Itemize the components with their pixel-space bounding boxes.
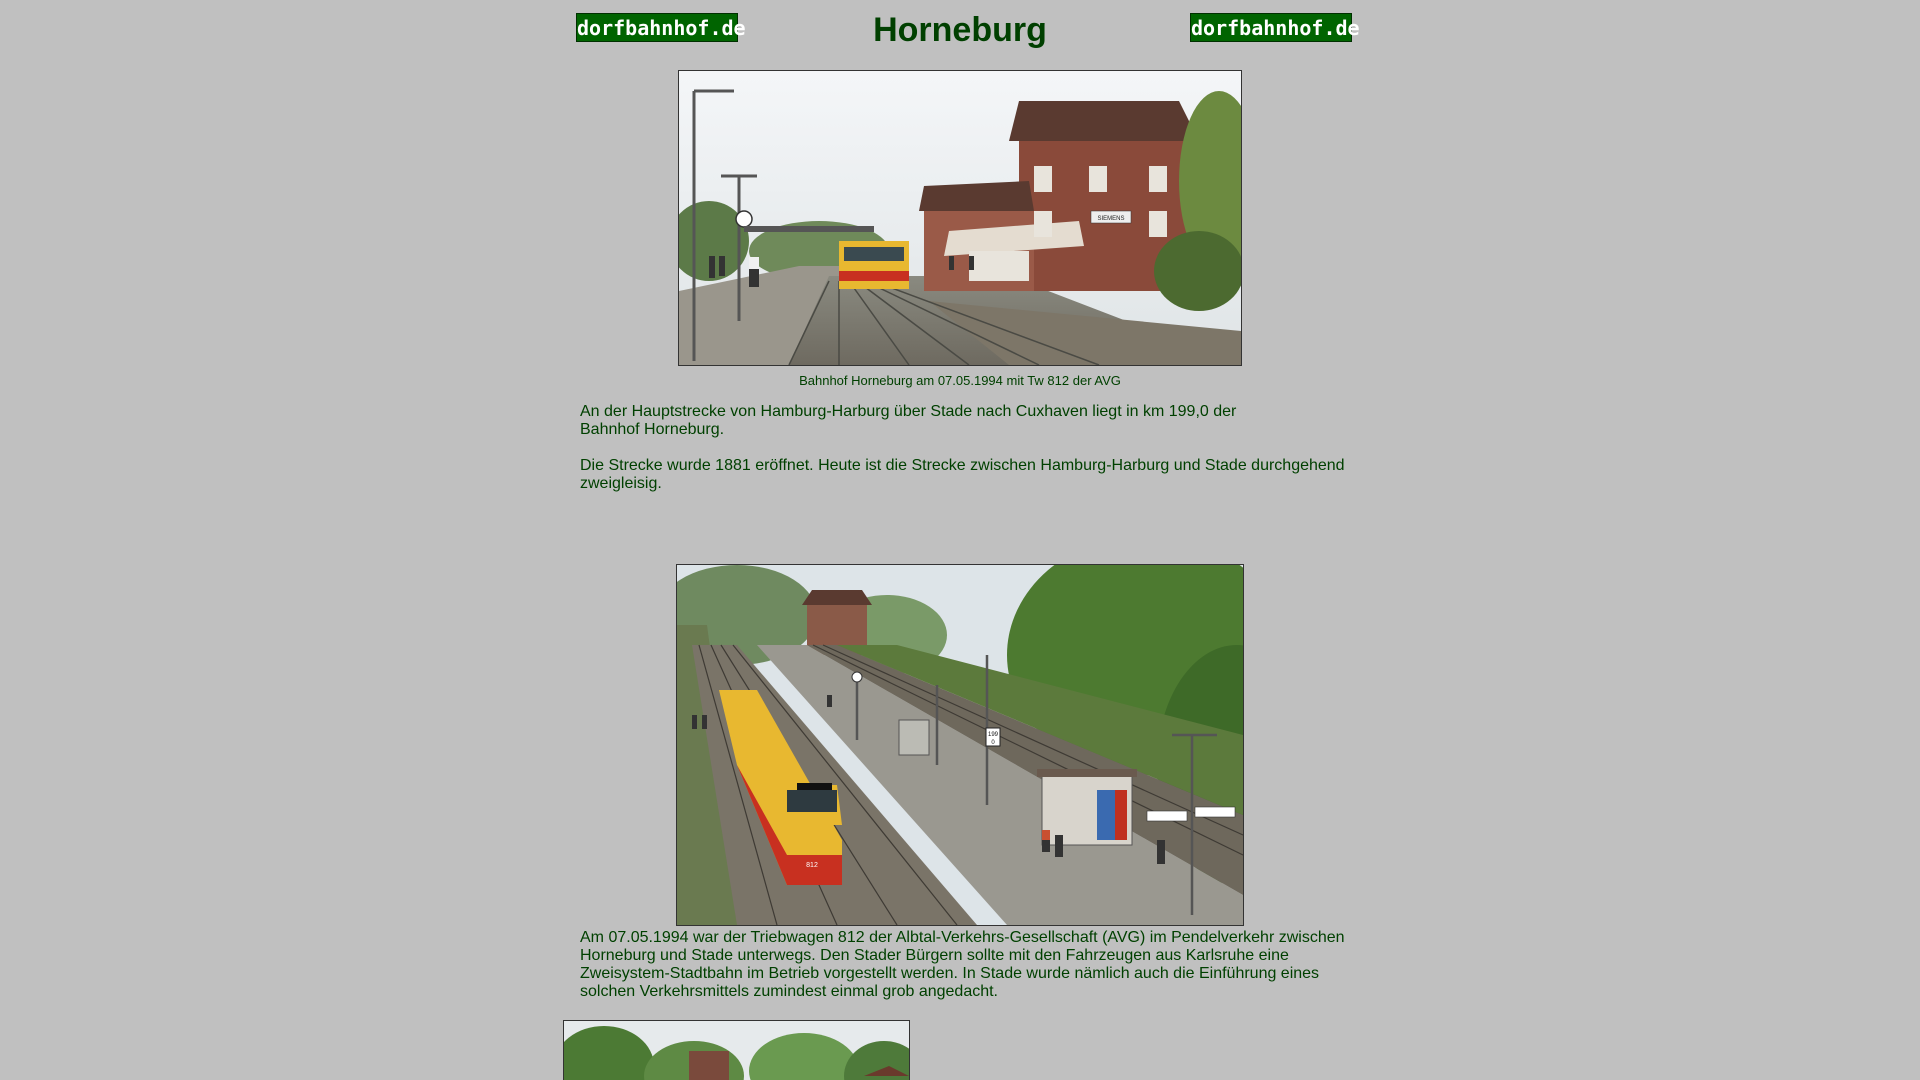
station-photo-image <box>679 71 1241 365</box>
page-title: Horneburg <box>873 11 1047 49</box>
paragraph-2: Die Strecke wurde 1881 eröffnet. Heute ist die Strecke zwischen Hamburg-Harburg und Stade durchgehend zweigleisig. <box>580 457 1345 492</box>
paragraph-3: Am 07.05.1994 war der Triebwagen 812 der Albtal-Verkehrs-Gesellschaft (AVG) im Pendelverkehr zwischen Horneburg und Stade unterwegs. Den Stader Bürgern sollte mit den Fahrzeugen aus Karlsruhe eine Zweisystem-Stadtbahn im Betrieb vorgestellt werden. In Stade wurde nämlich auch die Einführung eines solchen Verkehrsmittels zumindest einmal grob angedacht. <box>580 929 1345 1000</box>
figure-platform-overview <box>560 564 1360 926</box>
figure1-caption: Bahnhof Horneburg am 07.05.1994 mit Tw 812 der AVG <box>799 373 1121 388</box>
logo-link-left[interactable]: dorfbahnhof.de <box>576 13 738 42</box>
third-photo-image <box>564 1021 909 1080</box>
photo-tram-platform <box>676 564 1244 926</box>
paragraph-1: An der Hauptstrecke von Hamburg-Harburg über Stade nach Cuxhaven liegt in km 199,0 der Bahnhof Horneburg. <box>580 403 1237 438</box>
photo-station-platform <box>678 70 1242 366</box>
km-sign-top: 199 <box>987 732 999 738</box>
km-sign-bottom: 0 <box>991 740 995 746</box>
tram-number-label: 812 <box>806 862 818 869</box>
figure-third-photo <box>563 1020 1360 1080</box>
photo-third <box>563 1020 910 1080</box>
tram-photo-image <box>677 565 1243 925</box>
page <box>560 0 1360 1080</box>
figure-station-view <box>560 70 1360 388</box>
header <box>560 0 1360 70</box>
logo-link-right[interactable]: dorfbahnhof.de <box>1190 13 1352 42</box>
siemens-sign: SIEMENS <box>1097 216 1125 222</box>
